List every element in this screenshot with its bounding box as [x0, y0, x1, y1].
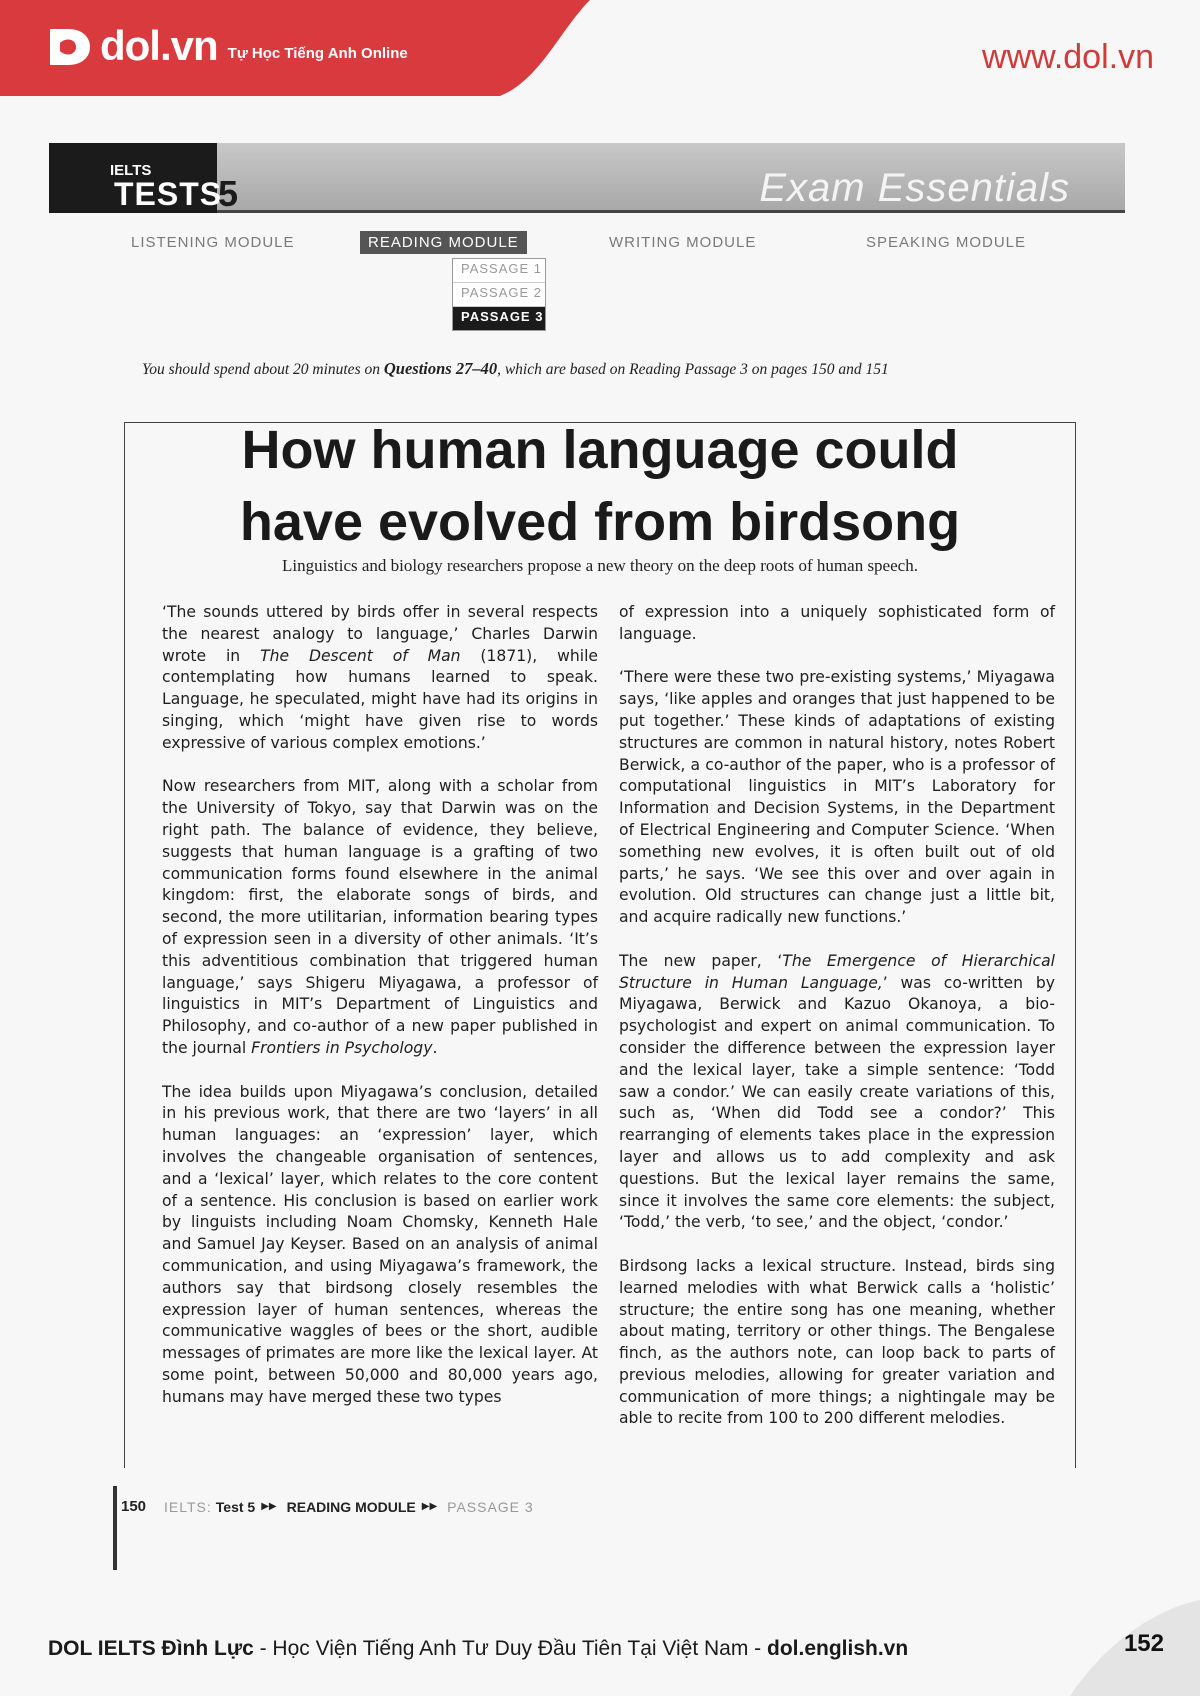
footer-ielts: IELTS:	[164, 1498, 212, 1515]
chevron-right-icon: ▶▶	[421, 1501, 438, 1512]
paragraph: Birdsong lacks a lexical structure. Instead, birds sing learned melodies with what Berwick calls a ‘holistic’ structure; the entire song has one meaning, whether about mating, territory or other things. The Bengalese finch, as the authors note, can loop back to parts of previous melodies, allowing for greater variation and communication of more things; a nightingale may be able to recite from 100 to 200 different melodies.	[619, 1256, 1055, 1428]
footer-passage: PASSAGE 3	[447, 1498, 534, 1515]
paragraph: The new paper, ‘The Emergence of Hierarchical Structure in Human Language,’ was co-written by Miyagawa, Berwick and Kazuo Okanoya, a bio-psychologist and expert on animal communication. To consider the difference between the expression layer and the lexical layer, take a simple sentence: ‘Todd saw a condor.’ We can easily create variations of this, such as, ‘When did Todd see a condor?’ This rearranging of elements takes place in the expression layer and allows us to add complexity and ask questions. But the lexical layer remains the same, since it involves the same core elements: the subject, ‘Todd,’ the verb, ‘to see,’ and the object, ‘condor.’	[619, 951, 1055, 1232]
article-subtitle: Linguistics and biology researchers propose a new theory on the deep roots of human speech.	[282, 556, 918, 575]
brand-name: dol.vn	[100, 22, 218, 69]
passage-1-item[interactable]: PASSAGE 1	[453, 259, 545, 283]
series-title: Exam Essentials	[759, 166, 1070, 210]
pdf-page-number: 152	[1123, 1630, 1164, 1657]
paragraph: Now researchers from MIT, along with a scholar from the University of Tokyo, say that Darwin was on the right path. The balance of evidence, they believe, suggests that human language is a grafting of two communication forms found elsewhere in the animal kingdom: first, the elaborate songs of birds, and second, the more utilitarian, information bearing types of expression seen in a diversity of other animals. ‘It’s this adventitious combination that triggered human language,’ says Shigeru Miyagawa, a professor of linguistics in MIT’s Department of Linguistics and Philosophy, and co-author of a new paper published in the journal Frontiers in Psychology.	[162, 777, 598, 1057]
footer-module: READING MODULE	[286, 1498, 416, 1515]
test-number: 5	[218, 173, 239, 214]
brand-tagline: Tự Học Tiếng Anh Online	[227, 44, 408, 62]
tab-speaking-module[interactable]: SPEAKING MODULE	[866, 234, 1027, 251]
bottom-credit: DOL IELTS Đình Lực - Học Viện Tiếng Anh Tư Duy Đầu Tiên Tại Việt Nam - dol.english.vn	[48, 1637, 909, 1660]
paragraph: of expression into a uniquely sophisticated form of language.	[619, 603, 1055, 643]
article-title-line2: have evolved from birdsong	[239, 492, 961, 552]
tab-listening-module[interactable]: LISTENING MODULE	[131, 234, 295, 251]
passage-2-item[interactable]: PASSAGE 2	[453, 283, 545, 307]
instruction-text: You should spend about 20 minutes on Questions 27–40, which are based on Reading Passage 3 on pages 150 and 151	[142, 359, 889, 378]
passage-menu	[452, 258, 546, 331]
corner-decoration	[1030, 1600, 1200, 1696]
paragraph: ‘There were these two pre-existing systems,’ Miyagawa says, ‘like apples and oranges that just happened to be put together.’ These kinds of adaptations of existing structures are common in natural history, notes Robert Berwick, a co-author of the paper, who is a professor of computational linguistics in MIT’s Laboratory for Information and Decision Systems, in the Department of Electrical Engineering and Computer Science. ‘When something new evolves, it is often built out of old parts,’ he says. ‘We see this over and over again in evolution. Old structures can change just a little bit, and acquire radically new functions.’	[619, 668, 1055, 927]
paragraph: ‘The sounds uttered by birds offer in several respects the nearest analogy to language,’ Charles Darwin wrote in The Descent of Man (1871), while contemplating how humans learned to speak. Language, he speculated, might have had its origins in singing, which ‘might have given rise to words expressive of various complex emotions.’	[162, 603, 599, 752]
paragraph: The idea builds upon Miyagawa’s conclusion, detailed in his previous work, that there are two ‘layers’ in all human languages: an ‘expression’ layer, which involves the changeable organisation of sentences, and a ‘lexical’ layer, which relates to the core content of a sentence. His conclusion is based on earlier work by linguists including Noam Chomsky, Kenneth Hale and Samuel Jay Keyser. Based on an analysis of animal communication, and using Miyagawa’s framework, the authors say that birdsong closely resembles the expression layer of human sentences, whereas the communicative waggles of bees or the short, audible messages of primates are more like the lexical layer. At some point, between 50,000 and 80,000 years ago, humans may have merged these two types	[162, 1082, 598, 1406]
passage-3-item[interactable]: PASSAGE 3	[453, 307, 545, 330]
tab-reading-module[interactable]: READING MODULE	[360, 231, 527, 254]
book-page-number: 150	[121, 1498, 147, 1515]
brand-logo[interactable]	[46, 22, 408, 70]
tab-writing-module[interactable]: WRITING MODULE	[609, 234, 757, 251]
article-column-left	[162, 602, 598, 1430]
book-footer	[111, 1498, 538, 1515]
tests-label: TESTS	[114, 176, 223, 212]
article-title-line1: How human language could	[241, 420, 959, 480]
ielts-label: IELTS	[110, 162, 152, 179]
article-column-right	[619, 602, 1055, 1452]
footer-test: Test 5	[215, 1498, 256, 1515]
chevron-right-icon: ▶▶	[261, 1501, 277, 1512]
site-url-link[interactable]: www.dol.vn	[982, 38, 1154, 76]
dol-logo-icon	[46, 23, 92, 69]
